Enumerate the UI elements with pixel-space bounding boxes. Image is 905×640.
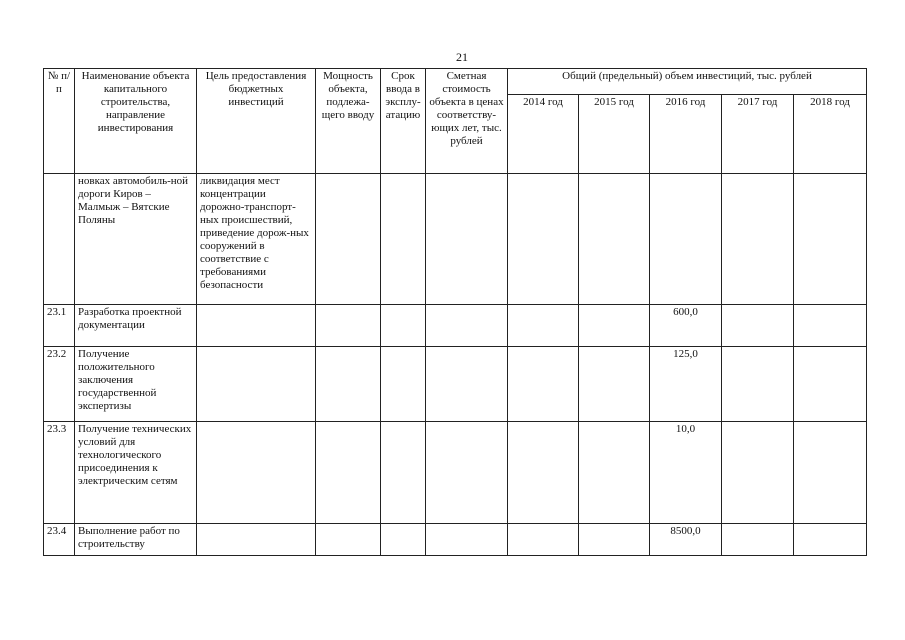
row-2015 xyxy=(579,422,650,524)
row-2014 xyxy=(508,422,579,524)
row-cost xyxy=(426,524,508,556)
row-2014 xyxy=(508,347,579,422)
table-row xyxy=(44,524,867,556)
row-2015 xyxy=(579,174,650,305)
row-purpose xyxy=(197,347,316,422)
row-num: 23.2 xyxy=(44,347,75,422)
header-term: Срок ввода в эксплу-атацию xyxy=(381,69,426,174)
row-num: 23.3 xyxy=(44,422,75,524)
header-year-2017: 2017 год xyxy=(722,95,794,174)
row-2017 xyxy=(722,347,794,422)
row-purpose: ликвидация мест концентрации дорожно-транспорт-ных происшествий, приведение дорож-ных сооружений в соответствие с требованиями безопасности xyxy=(197,174,316,305)
row-capacity xyxy=(316,305,381,347)
header-capacity: Мощность объекта, подлежа-щего вводу xyxy=(316,69,381,174)
header-total-investment: Общий (предельный) объем инвестиций, тыс. рублей xyxy=(508,69,867,95)
row-purpose xyxy=(197,305,316,347)
row-2017 xyxy=(722,305,794,347)
page-number: 21 xyxy=(456,50,468,64)
row-capacity xyxy=(316,174,381,305)
header-num: № п/п xyxy=(44,69,75,174)
row-2014 xyxy=(508,305,579,347)
row-2017 xyxy=(722,422,794,524)
row-name: новках автомобиль-ной дороги Киров – Малмыж – Вятские Поляны xyxy=(75,174,197,305)
row-capacity xyxy=(316,422,381,524)
table-row xyxy=(44,422,867,524)
row-term xyxy=(381,305,426,347)
row-2014 xyxy=(508,524,579,556)
header-year-2015: 2015 год xyxy=(579,95,650,174)
table-row xyxy=(44,174,867,305)
row-2016: 600,0 xyxy=(650,305,722,347)
row-term xyxy=(381,422,426,524)
row-2017 xyxy=(722,174,794,305)
row-2015 xyxy=(579,524,650,556)
row-purpose xyxy=(197,524,316,556)
row-name: Выполнение работ по строительству xyxy=(75,524,197,556)
row-num xyxy=(44,174,75,305)
header-year-2014: 2014 год xyxy=(508,95,579,174)
row-2016: 125,0 xyxy=(650,347,722,422)
header-cost: Сметная стоимость объекта в ценах соответству-ющих лет, тыс. рублей xyxy=(426,69,508,174)
row-2016: 8500,0 xyxy=(650,524,722,556)
row-name: Получение технических условий для технологического присоединения к электрическим сетям xyxy=(75,422,197,524)
table-row xyxy=(44,347,867,422)
row-capacity xyxy=(316,347,381,422)
row-2016 xyxy=(650,174,722,305)
row-term xyxy=(381,524,426,556)
row-cost xyxy=(426,305,508,347)
header-name: Наименование объекта капитального строительства, направление инвестирования xyxy=(75,69,197,174)
row-2018 xyxy=(794,347,867,422)
row-name: Получение положительного заключения государственной экспертизы xyxy=(75,347,197,422)
row-2016: 10,0 xyxy=(650,422,722,524)
row-term xyxy=(381,347,426,422)
row-2017 xyxy=(722,524,794,556)
row-2015 xyxy=(579,305,650,347)
row-purpose xyxy=(197,422,316,524)
row-term xyxy=(381,174,426,305)
header-purpose: Цель предоставления бюджетных инвестиций xyxy=(197,69,316,174)
row-2018 xyxy=(794,524,867,556)
row-name: Разработка проектной документации xyxy=(75,305,197,347)
row-capacity xyxy=(316,524,381,556)
row-2015 xyxy=(579,347,650,422)
header-year-2016: 2016 год xyxy=(650,95,722,174)
row-cost xyxy=(426,422,508,524)
row-num: 23.4 xyxy=(44,524,75,556)
row-num: 23.1 xyxy=(44,305,75,347)
row-2018 xyxy=(794,174,867,305)
row-cost xyxy=(426,347,508,422)
row-2018 xyxy=(794,422,867,524)
row-cost xyxy=(426,174,508,305)
table-row xyxy=(44,305,867,347)
row-2018 xyxy=(794,305,867,347)
investment-table xyxy=(43,68,867,556)
header-year-2018: 2018 год xyxy=(794,95,867,174)
row-2014 xyxy=(508,174,579,305)
